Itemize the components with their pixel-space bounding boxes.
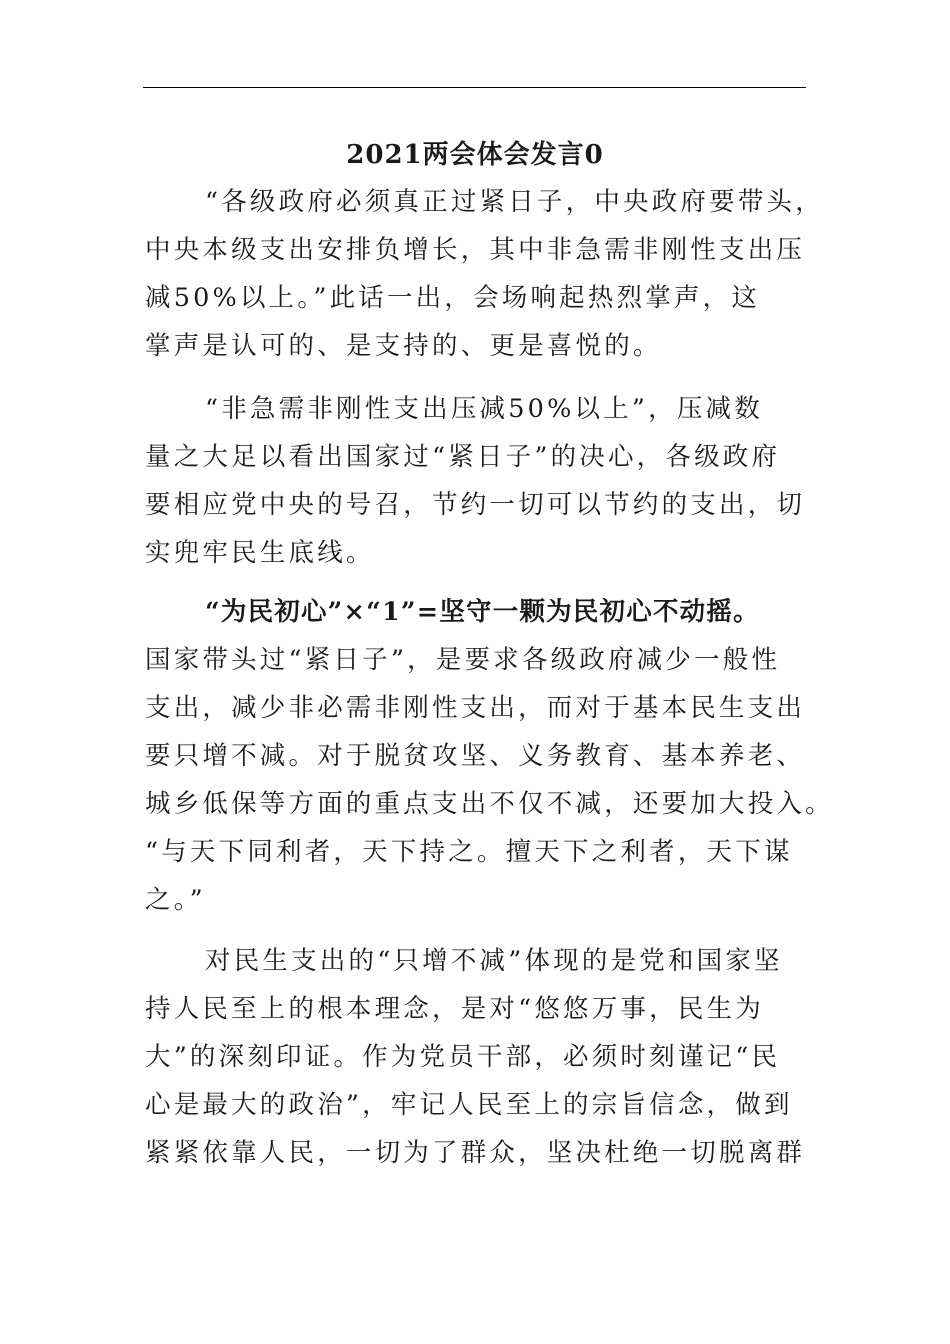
paragraph-4-line-1: 对民生支出的“只增不减”体现的是党和国家坚	[205, 946, 783, 976]
paragraph-1-line-3: 减50%以上。”此话一出，会场响起热烈掌声，这	[145, 283, 761, 313]
paragraph-3-line-6: 之。”	[145, 885, 206, 915]
paragraph-2-line-2: 量之大足以看出国家过“紧日子”的决心，各级政府	[145, 442, 781, 472]
paragraph-4-line-5: 紧紧依靠人民，一切为了群众，坚决杜绝一切脱离群	[145, 1138, 806, 1168]
paragraph-2-line-3: 要相应党中央的号召，节约一切可以节约的支出，切	[145, 490, 806, 520]
paragraph-3-line-3: 要只增不减。对于脱贫攻坚、义务教育、基本养老、	[145, 741, 806, 771]
document-title: 2021两会体会发言0	[346, 140, 604, 170]
paragraph-4-line-4: 心是最大的政治”，牢记人民至上的宗旨信念，做到	[145, 1090, 793, 1120]
paragraph-3-line-4: 城乡低保等方面的重点支出不仅不减，还要加大投入。	[145, 789, 834, 819]
paragraph-2-line-4: 实兜牢民生底线。	[145, 538, 375, 568]
paragraph-1-line-4: 掌声是认可的、是支持的、更是喜悦的。	[145, 331, 662, 361]
paragraph-4-line-3: 大”的深刻印证。作为党员干部，必须时刻谨记“民	[145, 1042, 781, 1072]
paragraph-4-line-2: 持人民至上的根本理念，是对“悠悠万事，民生为	[145, 994, 764, 1024]
paragraph-3-line-5: “与天下同利者，天下持之。擅天下之利者，天下谋	[145, 837, 793, 867]
paragraph-3-line-2: 支出，减少非必需非刚性支出，而对于基本民生支出	[145, 693, 806, 723]
header-rule	[143, 87, 806, 88]
paragraph-1-line-1: “各级政府必须真正过紧日子，中央政府要带头，	[205, 187, 824, 217]
paragraph-1-line-2: 中央本级支出安排负增长，其中非急需非刚性支出压	[145, 235, 806, 265]
paragraph-2-line-1: “非急需非刚性支出压减50%以上”，压减数	[205, 394, 763, 424]
paragraph-3-line-1: 国家带头过“紧日子”，是要求各级政府减少一般性	[145, 645, 781, 675]
section-heading: “为民初心”×“1”=坚守一颗为民初心不动摇。	[205, 597, 760, 627]
